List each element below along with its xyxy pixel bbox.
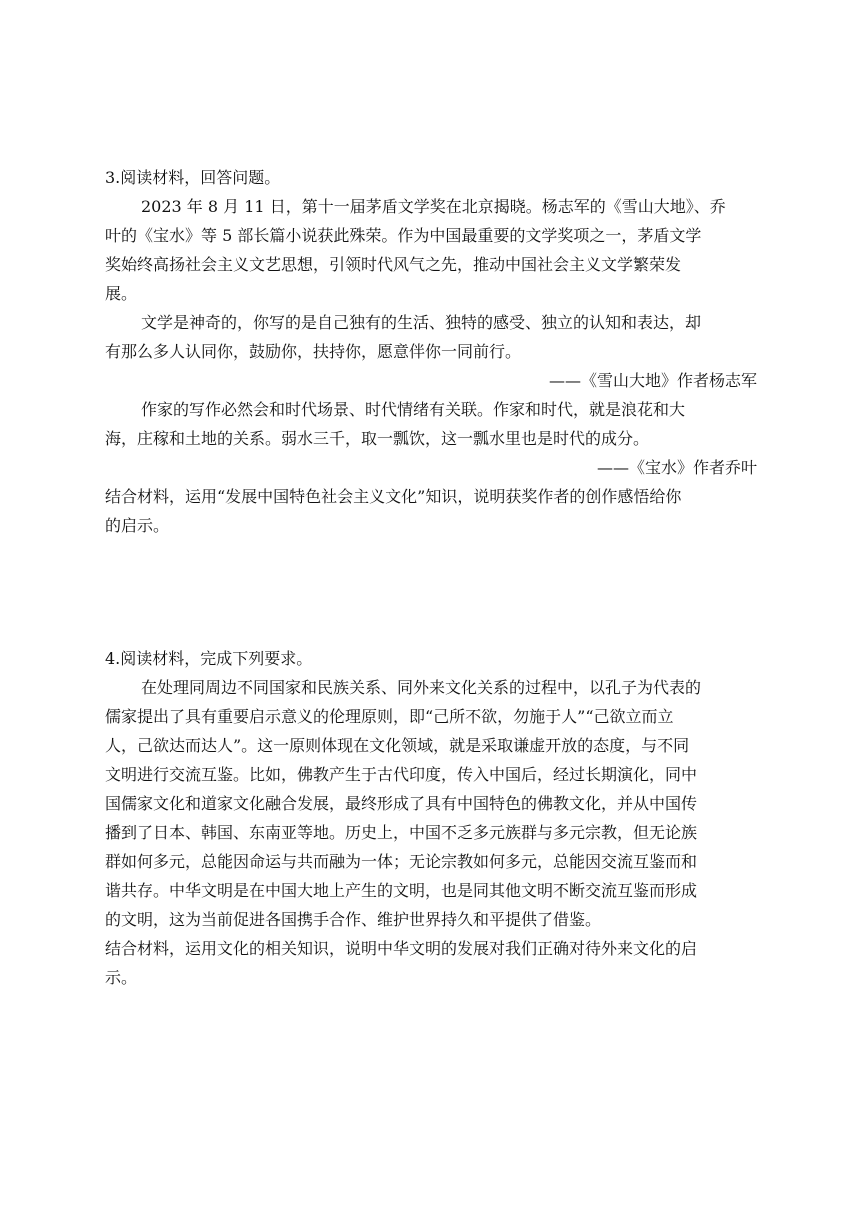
text-line: 群如何多元，总能因命运与共而融为一体；无论宗教如何多元，总能因交流互鉴而和 — [105, 852, 698, 871]
question-4-material-paragraph — [105, 673, 757, 934]
text-line: 儒家提出了具有重要启示意义的伦理原则，即“己所不欲，勿施于人”“己欲立而立 — [105, 707, 674, 726]
text-line: 谐共存。中华文明是在中国大地上产生的文明，也是同其他文明不断交流互鉴而形成 — [105, 881, 698, 900]
text-line: 结合材料，运用“发展中国特色社会主义文化”知识，说明获奖作者的创作感悟给你 — [105, 487, 682, 506]
text-line: 国儒家文化和道家文化融合发展，最终形成了具有中国特色的佛教文化，并从中国传 — [105, 794, 698, 813]
text-line: 展。 — [105, 284, 138, 303]
text-line: 结合材料，运用文化的相关知识，说明中华文明的发展对我们正确对待外来文化的启 — [105, 939, 698, 958]
quote-attribution: ——《雪山大地》作者杨志军 — [548, 371, 757, 390]
quote-qiao-ye — [105, 395, 757, 482]
quote-yang-zhijun — [105, 308, 757, 395]
text-line: 示。 — [105, 968, 138, 987]
text-line: 文明进行交流互鉴。比如，佛教产生于古代印度，传入中国后，经过长期演化，同中 — [105, 765, 698, 784]
question-3-material-paragraph — [105, 192, 757, 308]
text-line: 播到了日本、韩国、东南亚等地。历史上，中国不乏多元族群与多元宗教，但无论族 — [105, 823, 698, 842]
text-line: 的文明，这为当前促进各国携手合作、维护世界持久和平提供了借鉴。 — [105, 910, 602, 929]
text-line: 海，庄稼和土地的关系。弱水三千，取一瓢饮，这一瓢水里也是时代的成分。 — [105, 429, 650, 448]
question-3 — [105, 163, 757, 540]
text-line: 有那么多人认同你，鼓励你，扶持你，愿意伴你一同前行。 — [105, 342, 522, 361]
question-4 — [105, 644, 757, 992]
answer-space — [105, 540, 757, 644]
text-line: 2023 年 8 月 11 日，第十一届茅盾文学奖在北京揭晓。杨志军的《雪山大地》、乔 — [141, 197, 726, 216]
text-line: 的启示。 — [105, 516, 170, 535]
text-line: 叶的《宝水》等 5 部长篇小说获此殊荣。作为中国最重要的文学奖项之一，茅盾文学 — [105, 226, 702, 245]
quote-attribution: ——《宝水》作者乔叶 — [596, 458, 757, 477]
question-3-title: 3.阅读材料，回答问题。 — [105, 168, 281, 187]
question-3-prompt — [105, 482, 757, 540]
question-4-title: 4.阅读材料，完成下列要求。 — [105, 649, 313, 668]
question-4-prompt — [105, 934, 757, 992]
text-line: 作家的写作必然会和时代场景、时代情绪有关联。作家和时代，就是浪花和大 — [141, 400, 686, 419]
text-line: 奖始终高扬社会主义文艺思想，引领时代风气之先，推动中国社会主义文学繁荣发 — [105, 255, 682, 274]
document-page — [105, 163, 757, 992]
text-line: 在处理同周边不同国家和民族关系、同外来文化关系的过程中，以孔子为代表的 — [141, 678, 702, 697]
text-line: 文学是神奇的，你写的是自己独有的生活、独特的感受、独立的认知和表达，却 — [141, 313, 702, 332]
text-line: 人，己欲达而达人”。这一原则体现在文化领域，就是采取谦虚开放的态度，与不同 — [105, 736, 690, 755]
